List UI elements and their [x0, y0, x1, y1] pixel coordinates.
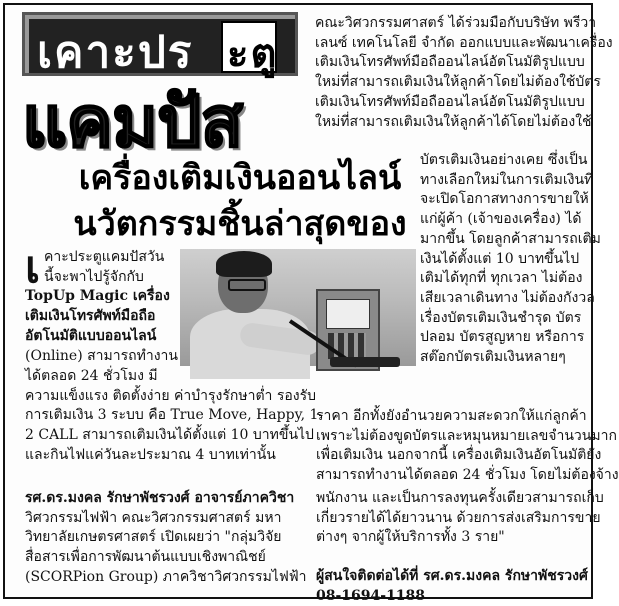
text-line: ทางเลือกใหม่ในการเติมเงินที่ [420, 171, 594, 188]
photo-glasses [228, 279, 266, 291]
masthead-logo [22, 12, 302, 163]
text-line: (Online) สามารถทำงาน [25, 347, 178, 364]
right-middle-column [420, 151, 601, 368]
quote-column-left [25, 489, 310, 588]
right-top-column [315, 14, 613, 132]
text-line: เรื่องบัตรเติมเงินชำรุด บัตร [420, 309, 582, 326]
contact-phone: 08-1694-1188 [316, 587, 426, 604]
text-line: เพื่อเติมเงิน นอกจากนี้ เครื่องเติมเงินอัตโนมัติยัง [316, 447, 602, 464]
text-line: จะเปิดโอกาสทางการขายให้ [420, 191, 589, 208]
machine-keypad [328, 333, 366, 359]
text-line: เพราะไม่ต้องขูดบัตรและหมุนหมายเลขจำนวนมาก [316, 427, 617, 444]
text-line: วิทยาลัยเกษตรศาสตร์ เปิดเผยว่า "กลุ่มวิจัย [25, 529, 282, 546]
text-line: ความแข็งแรง ติดตั้งง่าย ค่าบำรุงรักษาต่ำ รองรับ [25, 387, 317, 404]
text-line: เงินได้ตั้งแต่ 10 บาทขึ้นไป [420, 250, 580, 267]
text-line: สามารถทำงานได้ตลอด 24 ชั่วโมง โดยไม่ต้องจ้าง [316, 467, 619, 484]
masthead-bottom-band [22, 74, 292, 163]
text-line: เติมเงินโทรศัพท์มือถืออนไลน์อัตโนมัติรูปแบบ [315, 54, 585, 71]
article-photo [180, 249, 416, 366]
text-line: ราคา อีกทั้งยังอำนวยความสะดวกให้แก่ลูกค้า [316, 408, 587, 424]
text-line: บัตรเติมเงินอย่างเคย ซึ่งเป็น [420, 152, 588, 168]
text-line: (SCORPion Group) ภาควิชาวิศวกรรมไฟฟ้า [25, 568, 307, 585]
masthead-box-char: ะตู [227, 31, 279, 77]
text-line: ใหม่ที่สามารถเติมเงินให้ลูกค้าโดยไม่ต้องใช้บัตร [315, 74, 601, 91]
text-line: และกินไฟแค่วันละประมาณ 4 บาทเท่านั้น [25, 446, 276, 463]
text-line: พนักงาน และเป็นการลงทุนครั้งเดียวสามารถเก็บ [316, 490, 604, 506]
text-line: แก่ผู้ค้า (เจ้าของเครื่อง) ได้ [420, 211, 582, 228]
headline-line-1: เครื่องเติมเงินออนไลน์ [78, 158, 402, 198]
headline-line-2: นวัตกรรมชิ้นล่าสุดของ [73, 204, 407, 244]
contact-info [316, 567, 588, 606]
text-line: เติมเงินโทรศัพท์มือถืออนไลน์อัตโนมัติรูปแบบ [315, 93, 585, 110]
text-line: ได้ตลอด 24 ชั่วโมง มี [25, 368, 158, 384]
text-line: นี้จะพาไปรู้จักกับ [44, 268, 144, 285]
text-line: รศ.ดร.มงคล รักษาพัชรวงศ์ อาจารย์ภาควิชา [25, 490, 295, 506]
wide-paragraph-left [25, 367, 324, 466]
text-line: ใหม่ที่สามารถเติมเงินให้ลูกค้าได้โดยไม่ต้องใช้ [315, 113, 592, 130]
text-line: สต๊อกบัตรเติมเงินหลายๆ [420, 349, 566, 366]
text-line: เติมเงินโทรศัพท์มือถือ [25, 308, 156, 325]
text-line: เติมได้ทุกที่ ทุกเวลา ไม่ต้อง [420, 270, 583, 287]
text-line: เสียเวลาเดินทาง ไม่ต้องกังวล [420, 289, 595, 306]
text-line: คณะวิศวกรรมศาสตร์ ได้ร่วมมือกับบริษัท พรีวา [315, 15, 597, 31]
quote-column-right [316, 489, 604, 548]
contact-line: ผู้สนใจติดต่อได้ที่ รศ.ดร.มงคล รักษาพัชรวงศ์ [316, 568, 588, 584]
product-name-line: TopUp Magic เครื่อง [25, 288, 170, 305]
machine-screen [326, 299, 370, 329]
text-line: สื่อสารเพื่อการพัฒนาต้นแบบเชิงพาณิชย์ [25, 549, 266, 566]
photo-person-hair [216, 251, 272, 277]
masthead-line1: เคาะปร [37, 27, 194, 78]
text-line: มากขึ้น โดยลูกค้าสามารถเติม [420, 230, 601, 247]
drop-cap: เ [25, 242, 41, 293]
text-line: ต่างๆ จากผู้ให้บริการทั้ง 3 ราย" [316, 529, 505, 546]
text-line: 2 CALL สามารถเติมเงินได้ตั้งแต่ 10 บาทขึ้นไป [25, 427, 314, 444]
photo-mic-base [330, 357, 400, 367]
text-line: การเติมเงิน 3 ระบบ คือ True Move, Happy, 1- [25, 407, 324, 424]
intro-column [25, 242, 183, 366]
text-line: อัตโนมัติแบบออนไลน์ [25, 327, 157, 344]
wide-paragraph-right [316, 407, 619, 486]
text-line: วิศวกรรมไฟฟ้า คณะวิศวกรรมศาสตร์ มหา [25, 509, 282, 526]
text-line: เกี่ยวรายได้ได้ยาวนาน ด้วยการส่งเสริมการขาย [316, 509, 601, 526]
text-line: ปลอม บัตรสูญหาย หรือการ [420, 329, 585, 346]
text-line: คาะประตูแคมปัสวัน [44, 249, 165, 265]
masthead-line2: แคมปัส [22, 81, 243, 163]
text-line: เลนซ์ เทคโนโลยี จำกัด ออกแบบและพัฒนาเครื่อง [315, 34, 613, 51]
